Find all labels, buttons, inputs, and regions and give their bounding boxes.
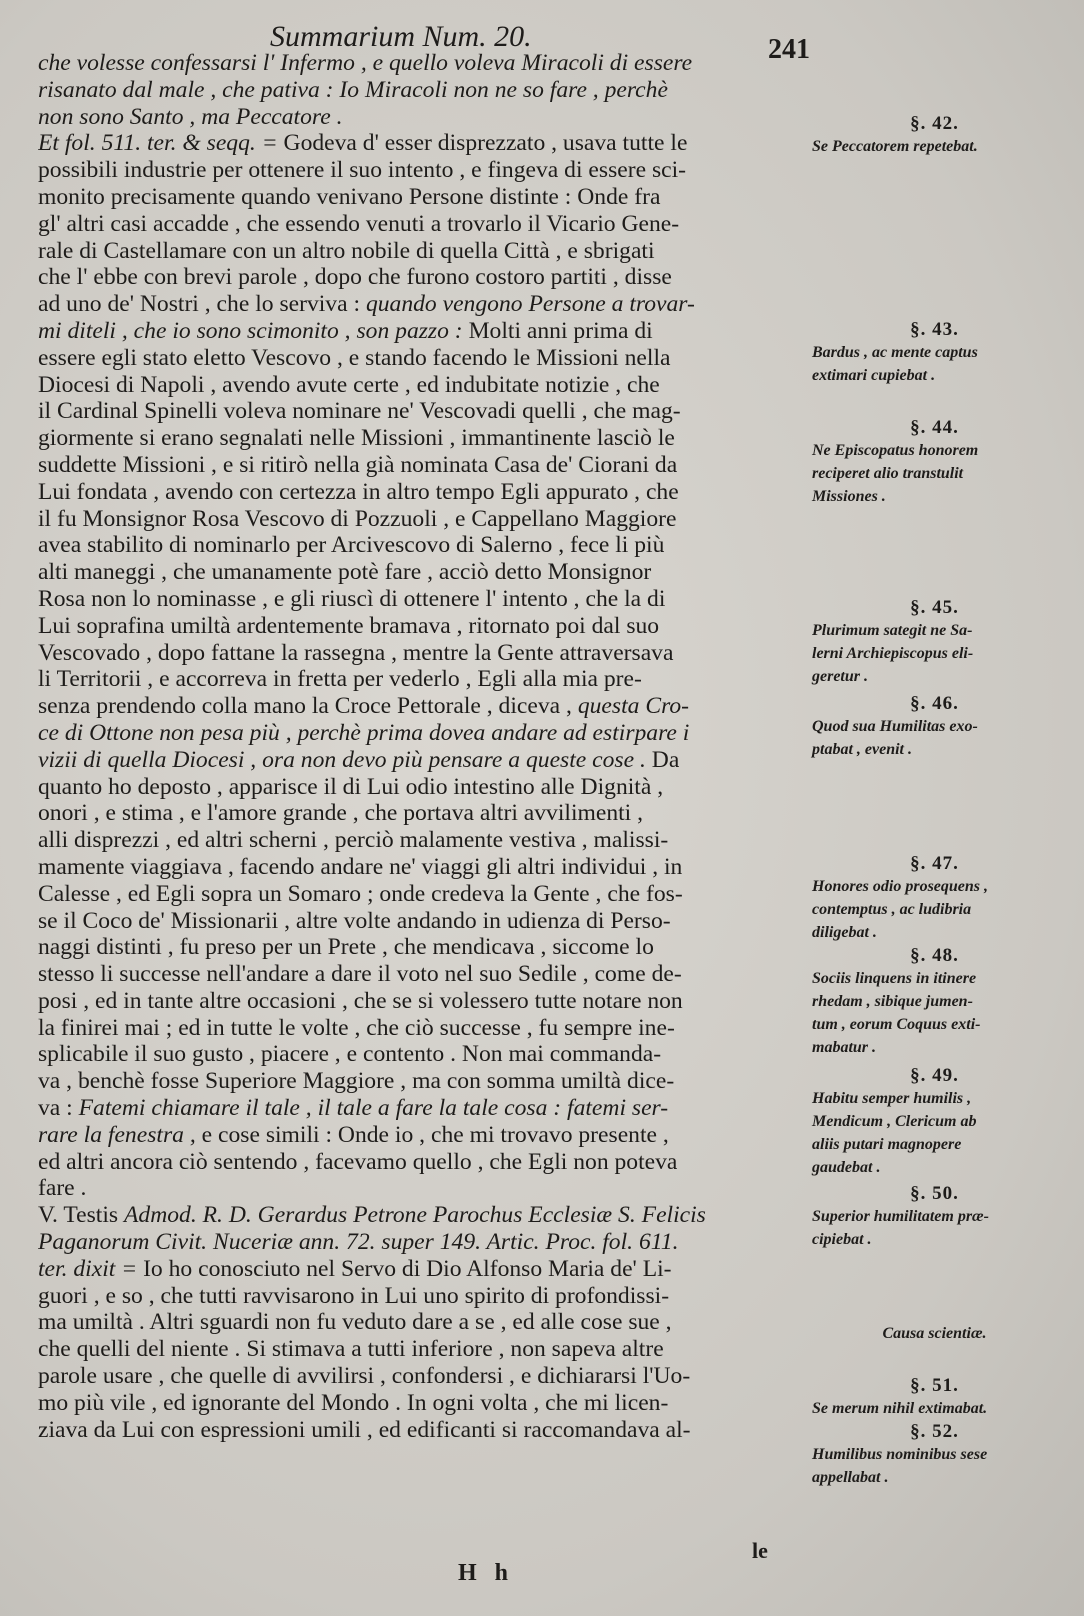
text-line: va , benchè fosse Superiore Maggiore , ma con somma umiltà dice- — [38, 1068, 675, 1095]
citation: Et fol. 511. ter. & seqq. = — [38, 130, 278, 157]
text-line: giormente si erano segnalati nelle Missioni , immantinente lasciò le — [38, 425, 675, 452]
text-fragment: V. Testis — [38, 1202, 119, 1229]
section-number: §. 50. — [910, 1183, 959, 1204]
text-line: alli disprezzi , ed altri scherni , perciò malamente vestiva , malissi- — [38, 827, 669, 854]
text-line — [38, 1122, 808, 1149]
note-line: geretur . — [812, 668, 868, 685]
note-line: extimari cupiebat . — [812, 367, 936, 384]
note-line: Sociis linquens in itinere — [812, 970, 977, 987]
citation: Admod. R. D. Gerardus Petrone Parochus Ecclesiæ S. Felicis — [123, 1202, 706, 1229]
margin-note — [812, 944, 1057, 1059]
text-line: il Cardinal Spinelli voleva nominare ne' Vescovadi quelli , che mag- — [38, 398, 681, 425]
text-line: quanto ho deposto , apparisce il di Lui odio intestino alle Dignità , — [38, 773, 664, 800]
text-fragment: Molti anni prima di — [468, 317, 653, 344]
section-number: §. 47. — [910, 853, 959, 874]
text-line: suddette Missioni , e si ritirò nella già nominata Casa de' Ciorani da — [38, 451, 678, 478]
margin-note — [812, 1182, 1057, 1251]
note-line: Causa scientiæ. — [882, 1325, 987, 1342]
paragraph-2 — [38, 130, 808, 1202]
text-fragment: senza prendendo colla mano la Croce Pettorale , diceva , — [38, 693, 572, 720]
text-line: guori , e so , che tutti ravvisarono in Lui uno spirito di profondissi- — [38, 1282, 670, 1309]
margin-note — [812, 692, 1057, 761]
text-line: risanato dal male , che pativa : Io Miracoli non ne so fare , perchè — [38, 76, 668, 103]
marginal-notes — [812, 0, 1062, 1616]
text-line: il fu Monsignor Rosa Vescovo di Pozzuoli , e Cappellano Maggiore — [38, 505, 677, 532]
text-line — [38, 747, 808, 774]
catchword: le — [752, 1538, 768, 1563]
section-number: §. 45. — [910, 597, 959, 618]
note-line: Humilibus nominibus sese — [812, 1446, 988, 1463]
text-line: possibili industrie per ottenere il suo intento , e fingeva di essere sci- — [38, 157, 687, 184]
note-line: reciperet alio transtulit — [812, 465, 964, 482]
note-line: contemptus , ac ludibria — [812, 901, 972, 918]
citation: ter. dixit = — [38, 1255, 138, 1282]
note-line: Habitu semper humilis , — [812, 1090, 972, 1107]
text-line: ziava da Lui con espressioni umili , ed edificanti si raccomandava al- — [38, 1416, 691, 1443]
text-line — [38, 130, 808, 157]
note-line: mabatur . — [812, 1039, 877, 1056]
quote-fragment: quando vengono Persone a trovar- — [365, 291, 695, 318]
text-line: che l' ebbe con brevi parole , dopo che furono costoro partiti , disse — [38, 264, 672, 291]
text-line: Lui fondata , avendo con certezza in altro tempo Egli appurato , che — [38, 478, 679, 505]
text-line: avea stabilito di nominarlo per Arcivescovo di Salerno , fece li più — [38, 532, 665, 559]
note-line: Quod sua Humilitas exo- — [812, 718, 978, 735]
text-line: non sono Santo , ma Peccatore . — [38, 103, 343, 130]
text-line — [38, 1095, 808, 1122]
text-line: Diocesi di Napoli , avendo avute certe , ed indubitate notizie , che — [38, 371, 660, 398]
text-line: splicabile il suo gusto , piacere , e contento . Non mai commanda- — [38, 1041, 662, 1068]
margin-note — [812, 1064, 1057, 1179]
text-line: parole usare , che quelle di avvilirsi , confondersi , e dichiararsi l'Uo- — [38, 1363, 691, 1390]
note-line: Mendicum , Clericum ab — [812, 1113, 977, 1130]
text-line: Rosa non lo nominasse , e gli riuscì di ottenere l' intento , che la di — [38, 585, 666, 612]
text-line — [38, 318, 808, 345]
text-line: gl' altri casi accadde , che essendo venuti a trovarlo il Vicario Gene- — [38, 210, 680, 237]
section-number: §. 46. — [910, 693, 959, 714]
text-fragment: Godeva d' esser disprezzato , usava tutte le — [283, 130, 688, 157]
text-line: che volesse confessarsi l' Infermo , e quello voleva Miracoli di essere — [38, 50, 693, 76]
note-line: Superior humilitatem præ- — [812, 1208, 989, 1225]
text-line: la finirei mai ; ed in tutte le volte , che ciò successe , fu sempre ine- — [38, 1014, 675, 1041]
page-number: 241 — [768, 34, 810, 65]
text-line: ma umiltà . Altri sguardi non fu veduto dare a se , ed alle cose sue , — [38, 1309, 672, 1336]
text-line: mamente viaggiava , facendo andare ne' viaggi gli altri individui , in — [38, 853, 683, 880]
note-line: Bardus , ac mente captus — [812, 344, 978, 361]
paragraph-1 — [38, 50, 808, 130]
text-line — [38, 1256, 808, 1283]
section-number: §. 51. — [910, 1375, 959, 1396]
text-line: alti maneggi , che umanamente potè fare , acciò detto Monsignor — [38, 559, 652, 586]
text-line: posi , ed in tante altre occasioni , che se si volessero tutte notare non — [38, 987, 683, 1014]
note-line: Ne Episcopatus honorem — [812, 442, 979, 459]
main-text-column — [38, 50, 808, 1443]
text-line: Paganorum Civit. Nuceriæ ann. 72. super 149. Artic. Proc. fol. 611. — [38, 1229, 679, 1256]
note-line: aliis putari magnopere — [812, 1136, 962, 1153]
note-line: gaudebat . — [812, 1159, 881, 1176]
note-line: Honores odio prosequens , — [812, 878, 989, 895]
text-line: onori , e stima , e l'amore grande , che portava altri avvilimenti , — [38, 800, 644, 827]
quote-fragment: vizii di quella Diocesi , ora non devo più pensare a queste cose . — [38, 746, 646, 773]
section-number: §. 49. — [910, 1065, 959, 1086]
margin-note — [812, 1322, 1057, 1345]
text-line: ce di Ottone non pesa più , perchè prima dovea andare ad estirpare i — [38, 719, 690, 746]
section-number: §. 44. — [910, 417, 959, 438]
text-line: essere egli stato eletto Vescovo , e stando facendo le Missioni nella — [38, 344, 671, 371]
note-line: Se merum nihil extimabat. — [812, 1400, 988, 1417]
note-line: tum , eorum Coquus exti- — [812, 1016, 981, 1033]
note-line: diligebat . — [812, 924, 877, 941]
note-line: Se Peccatorem repetebat. — [812, 138, 978, 155]
text-fragment: Io ho conosciuto nel Servo di Dio Alfonso Maria de' Li- — [143, 1255, 672, 1282]
section-number: §. 48. — [910, 945, 959, 966]
text-line: che quelli del niente . Si stimava a tutti inferiore , non sapeva altre — [38, 1336, 664, 1363]
text-line: Lui soprafina umiltà ardentemente bramava , ritornato poi dal suo — [38, 612, 660, 639]
text-fragment: Da — [651, 746, 680, 773]
margin-note — [812, 112, 1057, 158]
text-line: Vescovado , dopo fattane la rassegna , mentre la Gente attraversava — [38, 639, 674, 666]
text-line: stesso li successe nell'andare a dare il voto nel suo Sedile , come de- — [38, 961, 682, 988]
paragraph-3 — [38, 1202, 808, 1443]
text-line: fare . — [38, 1175, 87, 1202]
quote-fragment: questa Cro- — [577, 693, 690, 720]
note-line: lerni Archiepiscopus eli- — [812, 645, 974, 662]
note-line: cipiebat . — [812, 1231, 872, 1248]
margin-note — [812, 596, 1057, 688]
note-line: appellabat . — [812, 1469, 889, 1486]
note-line: Plurimum sategit ne Sa- — [812, 622, 973, 639]
margin-note — [812, 852, 1057, 944]
note-line: rhedam , sibique jumen- — [812, 993, 973, 1010]
text-line: naggi distinti , fu preso per un Prete , che mendicava , siccome lo — [38, 934, 654, 961]
text-fragment: va : — [38, 1095, 73, 1122]
text-line — [38, 1202, 808, 1229]
text-line: rale di Castellamare con un altro nobile di quella Città , e sbrigati — [38, 237, 655, 264]
text-fragment: e cose simili : Onde io , che mi trovavo presente , — [201, 1121, 669, 1148]
text-line: Calesse , ed Egli sopra un Somaro ; onde credeva la Gente , che fos- — [38, 880, 683, 907]
quote-fragment: Fatemi chiamare il tale , il tale a fare la tale cosa : fatemi ser- — [78, 1095, 669, 1122]
text-line — [38, 693, 808, 720]
margin-note — [812, 416, 1057, 508]
note-line: ptabat , evenit . — [812, 741, 912, 758]
signature-mark: H h — [458, 1560, 515, 1586]
margin-note — [812, 1374, 1057, 1420]
quote-fragment: mi diteli , che io sono scimonito , son pazzo : — [38, 317, 463, 344]
note-line: Missiones . — [812, 488, 886, 505]
text-fragment: ad uno de' Nostri , che lo serviva : — [38, 291, 361, 318]
text-line: se il Coco de' Missionarii , altre volte andando in udienza di Perso- — [38, 907, 671, 934]
section-number: §. 42. — [910, 113, 959, 134]
quote-fragment: rare la fenestra , — [38, 1121, 196, 1148]
text-line — [38, 291, 808, 318]
text-line: ed altri ancora ciò sentendo , facevamo quello , che Egli non poteva — [38, 1148, 678, 1175]
text-line: mo più vile , ed ignorante del Mondo . In ogni volta , che mi licen- — [38, 1389, 669, 1416]
text-line: monito precisamente quando venivano Persone distinte : Onde fra — [38, 183, 661, 210]
margin-note — [812, 1420, 1057, 1489]
text-line: li Territorii , e accorreva in fretta per vederlo , Egli alla mia pre- — [38, 666, 642, 693]
running-head: Summarium Num. 20. — [270, 20, 532, 53]
margin-note — [812, 318, 1057, 387]
section-number: §. 52. — [910, 1421, 959, 1442]
section-number: §. 43. — [910, 319, 959, 340]
